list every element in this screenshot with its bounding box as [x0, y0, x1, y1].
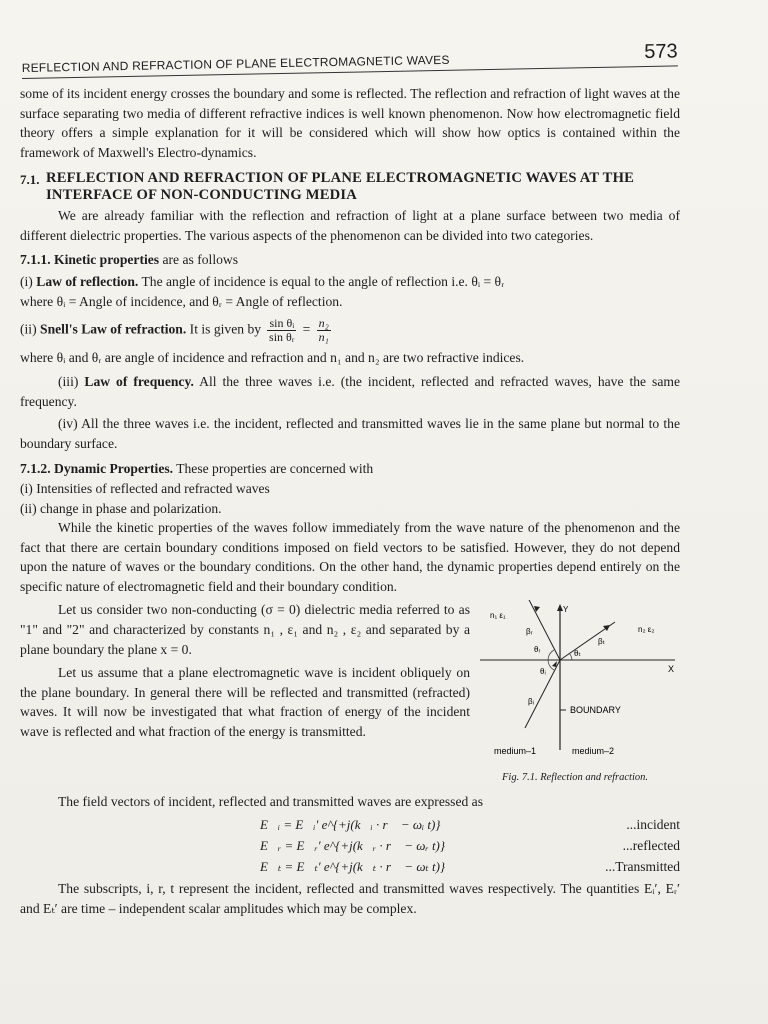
theta-r-arc [548, 650, 554, 660]
medium1-label: medium–1 [494, 746, 537, 757]
theta-t-arc [569, 653, 572, 660]
section-number: 7.1. [20, 172, 40, 188]
kinetic-number: 7.1.1. [20, 251, 51, 267]
law-plane [20, 414, 680, 453]
dynamic-number: 7.1.2. [20, 461, 51, 477]
equation-transmitted-expr: E⃗ₜ = E⃗ₜ′ e^{+j(k⃗ₜ · r⃗ − ωₜ t)} [260, 859, 446, 875]
medium2-constants: n₂ ε₂ [638, 625, 655, 635]
snell-fraction-1 [267, 317, 296, 344]
law1-title: Law of reflection. [36, 274, 139, 290]
law-reflection [20, 272, 680, 292]
law3-text: All the three waves i.e. (the incident, reflected and refracted waves, have the same frequency. [20, 373, 680, 409]
equation-transmitted [20, 857, 680, 878]
law4-text: All the three waves i.e. the incident, reflected and transmitted waves lie in the same plane but normal to the boundary surface. [20, 416, 681, 451]
section-paragraph: We are already familiar with the reflection and refraction of light at a plane surface between two media of different dielectric properties. The various aspects of the phenomenon can be divided into two categories. [20, 208, 680, 243]
medium1-constants: n₁ ε₁ [490, 611, 506, 621]
running-header [21, 37, 677, 79]
theta-t-label: θₜ [574, 649, 581, 659]
section-heading [20, 170, 680, 204]
snell-frac1-num: sin θᵢ [269, 316, 295, 331]
dynamic-item-2: (ii) change in phase and polarization. [20, 500, 222, 516]
theta-r-label: θᵣ [534, 645, 541, 655]
theta-i-label: θᵢ [540, 667, 546, 677]
snell-frac2-num: n₂ [318, 316, 329, 331]
dynamic-item-1: (i) Intensities of reflected and refracted waves [20, 480, 270, 496]
incident-arrowhead [552, 661, 557, 667]
y-axis-label: Y [563, 605, 569, 615]
snell-frac2-den: n₁ [318, 330, 329, 345]
figure-row [20, 600, 680, 787]
law1-where: where θᵢ = Angle of incidence, and θᵣ = Angle of reflection. [20, 293, 343, 309]
law2-where: where θᵢ and θᵣ are angle of incidence and refraction and n₁ and n₂ are two refractive indices. [20, 350, 525, 366]
figure-caption: Fig. 7.1. Reflection and refraction. [501, 772, 648, 784]
snell-fraction-2 [317, 317, 331, 344]
fields-intro: The field vectors of incident, reflected and transmitted waves are expressed as [58, 793, 484, 809]
kinetic-title: Kinetic properties [54, 251, 160, 267]
equation-incident [20, 815, 680, 836]
kt-label: βₜ [598, 637, 605, 647]
equation-transmitted-tag: ...Transmitted [605, 859, 680, 875]
kinetic-suffix: are as follows [162, 251, 238, 267]
law2-text: It is given by [189, 321, 262, 337]
reflection-refraction-diagram [470, 600, 680, 760]
equation-incident-tag: ...incident [626, 817, 680, 833]
section-title: REFLECTION AND REFRACTION OF PLANE ELECTROMAGNETIC WAVES AT THE INTERFACE OF NON-CONDUCTING MEDIA [46, 170, 635, 204]
law1-label: (i) [20, 274, 33, 290]
law1-text: The angle of incidence is equal to the angle of reflection i.e. θᵢ = θᵣ [141, 274, 505, 290]
equation-reflected-expr: E⃗ᵣ = E⃗ᵣ′ e^{+j(k⃗ᵣ · r⃗ − ωᵣ t)} [260, 838, 446, 854]
law3-label: (iii) [58, 373, 79, 389]
wave-paragraph: Let us assume that a plane electromagnetic wave is incident obliquely on the plane boundary. In general there will be reflected and transmitted (refracted) waves. It will now be investigated that what fraction of energy of the incident wave is reflected and what fraction of the energy is transmitted. [20, 665, 470, 740]
page-body [20, 84, 680, 918]
law-frequency [20, 372, 680, 411]
media-paragraph: Let us consider two non-conducting (σ = 0) dielectric media referred to as "1" and "2" and characterized by constants n₁ , ε₁ and n₂ , ε₂ and separated by a plane boundary the plane x = 0. [20, 602, 470, 657]
equation-reflected-tag: ...reflected [622, 838, 680, 854]
running-title: REFLECTION AND REFRACTION OF PLANE ELECTROMAGNETIC WAVES [21, 52, 450, 76]
equation-reflected [20, 836, 680, 857]
closing-paragraph: The subscripts, i, r, t represent the incident, reflected and transmitted waves respectively. The quantities Eᵢ′, Eᵣ′ and Eₜ′ are time – independent scalar amplitudes which may be complex. [20, 881, 680, 916]
ki-label: βᵢ [528, 697, 534, 707]
law4-label: (iv) [58, 416, 78, 432]
medium2-label: medium–2 [572, 746, 615, 757]
intro-paragraph: some of its incident energy crosses the boundary and some is reflected. The reflection and refraction of light waves at the surface separating two media of different refractive indices is well known phenomenon. Now how electromagnetic field theory offers a simple explanation for it will be considered which will show how optics is contained within the framework of Maxwell's Electro-dynamics. [20, 86, 680, 160]
dynamic-paragraph: While the kinetic properties of the waves follow immediately from the wave nature of the phenomenon and the fact that there are certain boundary conditions imposed on field vectors to be satisfied. However, they do not depend upon the nature of waves or the boundary conditions. On the other hand, the dynamic properties depend entirely on the specific nature of electromagnetic field and their boundary condition. [20, 520, 680, 594]
x-axis-label: X [668, 664, 675, 675]
figure [470, 600, 680, 787]
law3-title: Law of frequency. [84, 373, 194, 389]
dynamic-title: Dynamic Properties. [54, 461, 174, 477]
dynamic-suffix: These properties are concerned with [176, 461, 374, 477]
kr-label: βᵣ [526, 627, 533, 637]
kinetic-heading [20, 250, 680, 270]
snell-equals: = [302, 321, 311, 337]
law-snell [20, 317, 680, 344]
page-number: 573 [644, 40, 678, 64]
equation-incident-expr: E⃗ᵢ = E⃗ᵢ′ e^{+j(k⃗ᵢ · r⃗ − ωᵢ t)} [260, 817, 441, 833]
law2-label: (ii) [20, 321, 37, 337]
dynamic-heading [20, 459, 680, 479]
snell-frac1-den: sin θᵣ [269, 330, 295, 345]
law2-title: Snell's Law of refraction. [40, 321, 187, 337]
field-equations [20, 815, 680, 879]
figure-side-text [20, 600, 470, 741]
boundary-label: BOUNDARY [570, 705, 621, 716]
